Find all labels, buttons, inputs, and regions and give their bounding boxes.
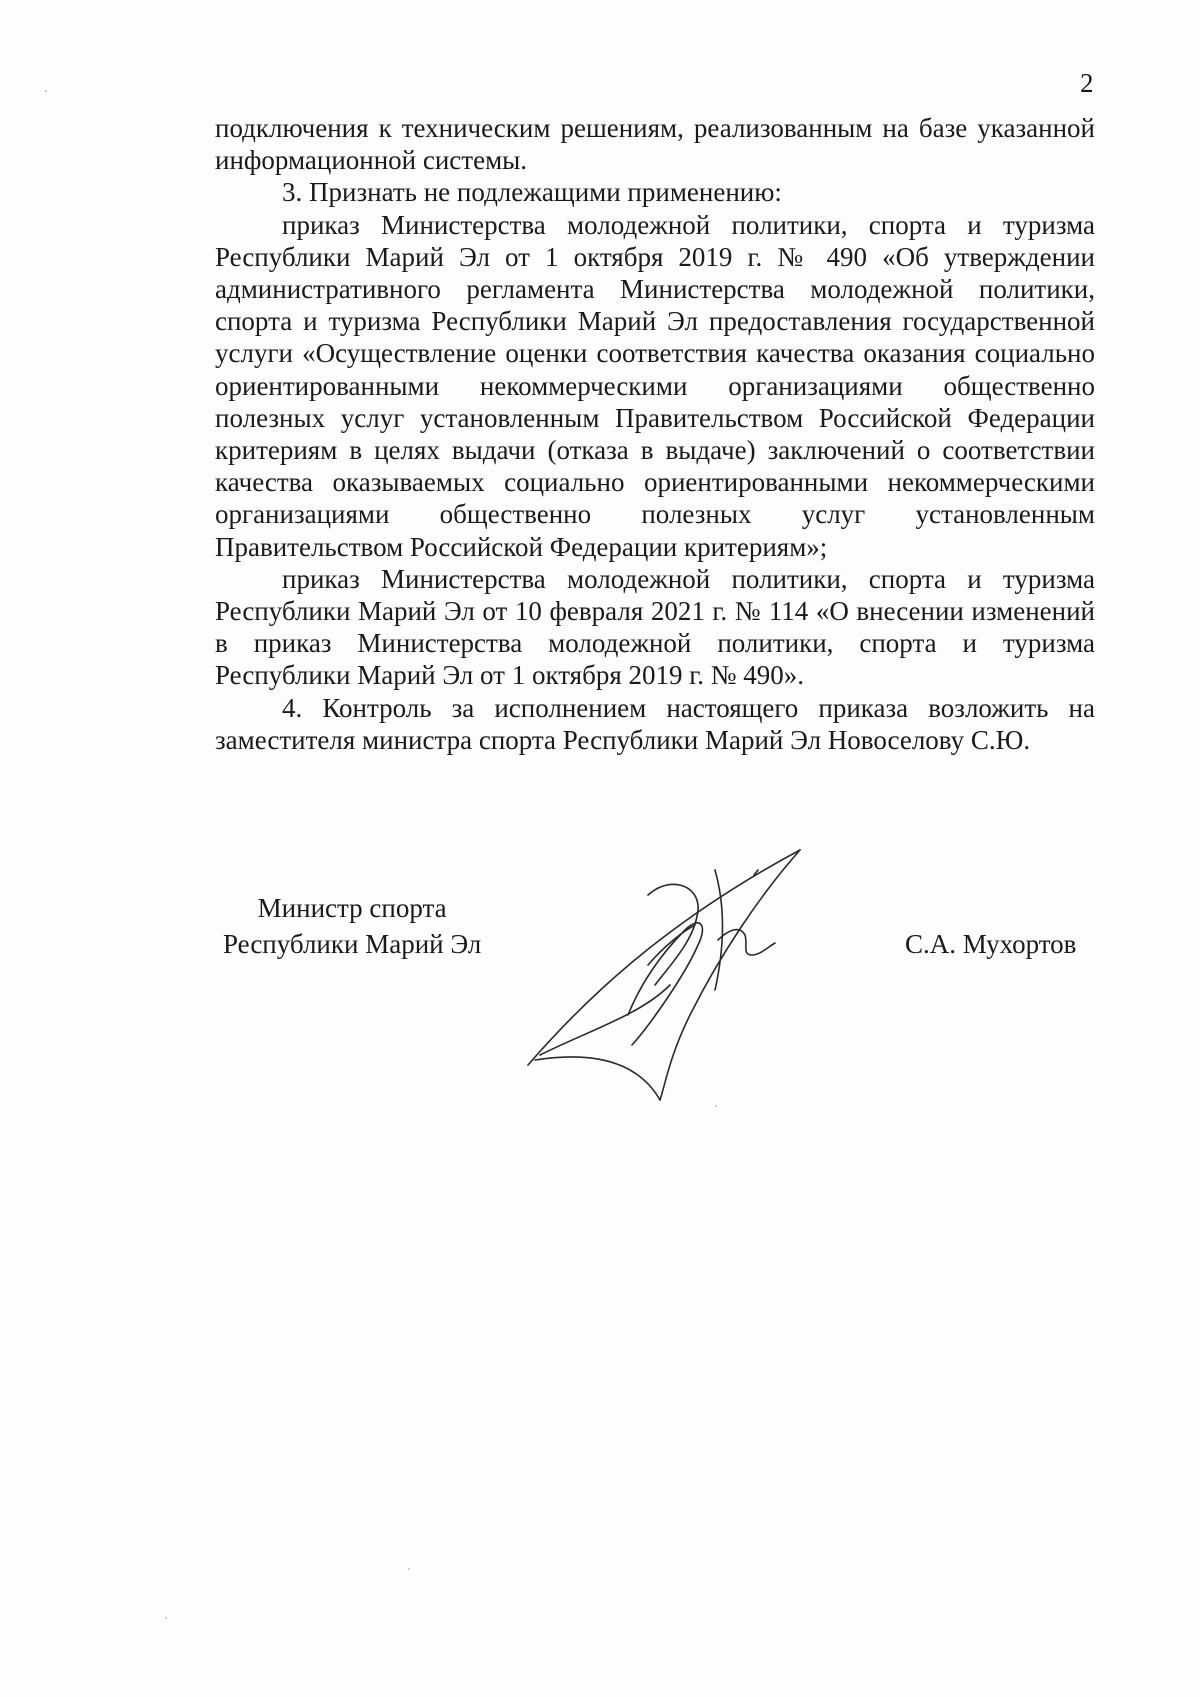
scan-speck <box>715 1105 717 1107</box>
signatory-title-line-1: Министр спорта <box>257 893 447 923</box>
paragraph-order-114: приказ Министерства молодежной политики, спорта и туризма Республики Марий Эл от 10 февраля 2021 г. № 114 «О внесении изменений в приказ Министерства молодежной политики, спорта и туризма Республики Марий Эл от 1 октября 2019 г. № 490». <box>215 563 1095 691</box>
scan-speck <box>408 1568 410 1570</box>
page-number: 2 <box>1080 68 1094 98</box>
handwritten-signature <box>520 815 820 1105</box>
scan-speck <box>165 1617 167 1619</box>
signatory-title-line-2: Республики Марий Эл <box>223 929 482 959</box>
paragraph-order-490: приказ Министерства молодежной политики, спорта и туризма Республики Марий Эл от 1 октября 2019 г. № 490 «Об утверждении административного регламента Министерства молодежной политики, спорта и туризма Республики Марий Эл предоставления государственной услуги «Осуществление оценки соответствия качества оказания социально ориентированными некоммерческими организациями общественно полезных услуг установленным Правительством Российской Федерации критериям в целях выдачи (отказа в выдаче) заключений о соответствии качества оказываемых социально ориентированными некоммерческими организациями общественно полезных услуг установленным Правительством Российской Федерации критериям»; <box>215 209 1095 562</box>
paragraph-item-4: 4. Контроль за исполнением настоящего приказа возложить на заместителя министра спорта Республики Марий Эл Новоселову С.Ю. <box>215 692 1095 755</box>
paragraph-item-3: 3. Признать не подлежащими применению: <box>282 177 782 208</box>
scan-speck <box>45 90 47 92</box>
signatory-name: С.А. Мухортов <box>905 929 1077 959</box>
document-body <box>215 112 1095 756</box>
paragraph-continuation: подключения к техническим решениям, реализованным на базе указанной информационной системы. <box>215 113 1095 176</box>
signatory-title <box>223 890 481 962</box>
